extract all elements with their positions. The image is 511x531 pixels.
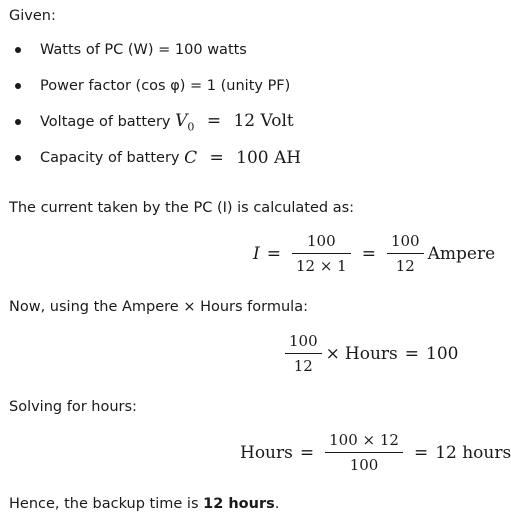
solving-intro: Solving for hours: xyxy=(9,399,137,415)
eq2-hours-word: Hours xyxy=(344,343,398,364)
eq2-rhs: 100 xyxy=(426,343,459,364)
eq3-equals-1: = xyxy=(299,442,315,463)
eq1-equals-2: = xyxy=(361,243,376,264)
eq2-equals: = xyxy=(404,343,419,364)
eq1-fraction-2-denominator: 12 xyxy=(395,257,415,275)
eq1-fraction-1-denominator: 12 × 1 xyxy=(295,257,347,275)
eq3-fraction-denominator: 100 xyxy=(349,456,379,474)
current-intro: The current taken by the PC (I) is calculated as: xyxy=(9,200,355,216)
eq1-fraction-1-numerator: 100 xyxy=(292,232,351,254)
eq1-fraction-2-numerator: 100 xyxy=(387,232,424,254)
hours-equation xyxy=(240,431,511,474)
capacity-math xyxy=(184,148,301,168)
bullet-icon xyxy=(15,155,21,161)
given-label: Given: xyxy=(9,8,56,24)
list-item-text: Power factor (cos φ) = 1 (unity PF) xyxy=(40,78,291,94)
bullet-icon xyxy=(15,83,21,89)
eq3-lhs: Hours xyxy=(240,442,293,463)
list-item-text: Capacity of battery xyxy=(40,150,185,166)
equals-sign: = xyxy=(209,148,224,168)
list-item-capacity xyxy=(15,147,301,169)
eq1-fraction-2 xyxy=(389,232,422,275)
bullet-icon xyxy=(15,47,21,53)
eq2-fraction xyxy=(287,332,320,375)
list-item-watts xyxy=(15,39,247,61)
list-item-power-factor xyxy=(15,75,290,97)
formula-intro: Now, using the Ampere × Hours formula: xyxy=(9,299,308,315)
eq2-fraction-denominator: 12 xyxy=(293,357,313,375)
eq1-unit: Ampere xyxy=(427,243,496,264)
capacity-value: 100 AH xyxy=(236,148,302,168)
capacity-variable: C xyxy=(184,148,198,168)
conclusion-bold: 12 hours xyxy=(203,496,275,512)
eq1-equals-1: = xyxy=(266,243,281,264)
bullet-icon xyxy=(15,119,21,125)
conclusion xyxy=(9,494,279,514)
eq3-rhs: 12 hours xyxy=(435,442,511,463)
voltage-subscript: 0 xyxy=(187,120,195,134)
eq1-fraction-1 xyxy=(294,232,349,275)
conclusion-prefix: Hence, the backup time is xyxy=(9,496,204,512)
eq3-equals-2: = xyxy=(413,442,429,463)
current-equation xyxy=(253,232,495,275)
voltage-value: 12 Volt xyxy=(233,110,294,131)
list-item-text: Watts of PC (W) = 100 watts xyxy=(40,42,247,58)
eq1-lhs: I xyxy=(253,243,260,264)
list-item-text: Voltage of battery xyxy=(40,114,176,130)
voltage-math xyxy=(175,111,294,133)
eq2-fraction-numerator: 100 xyxy=(285,332,322,354)
voltage-variable: V xyxy=(175,110,188,131)
ampere-hours-equation xyxy=(281,332,458,375)
equals-sign: = xyxy=(206,110,222,131)
eq3-fraction xyxy=(327,431,401,474)
eq2-times: × xyxy=(325,343,340,364)
conclusion-suffix: . xyxy=(274,496,280,512)
list-item-voltage xyxy=(15,111,294,133)
eq3-fraction-numerator: 100 × 12 xyxy=(325,431,403,453)
